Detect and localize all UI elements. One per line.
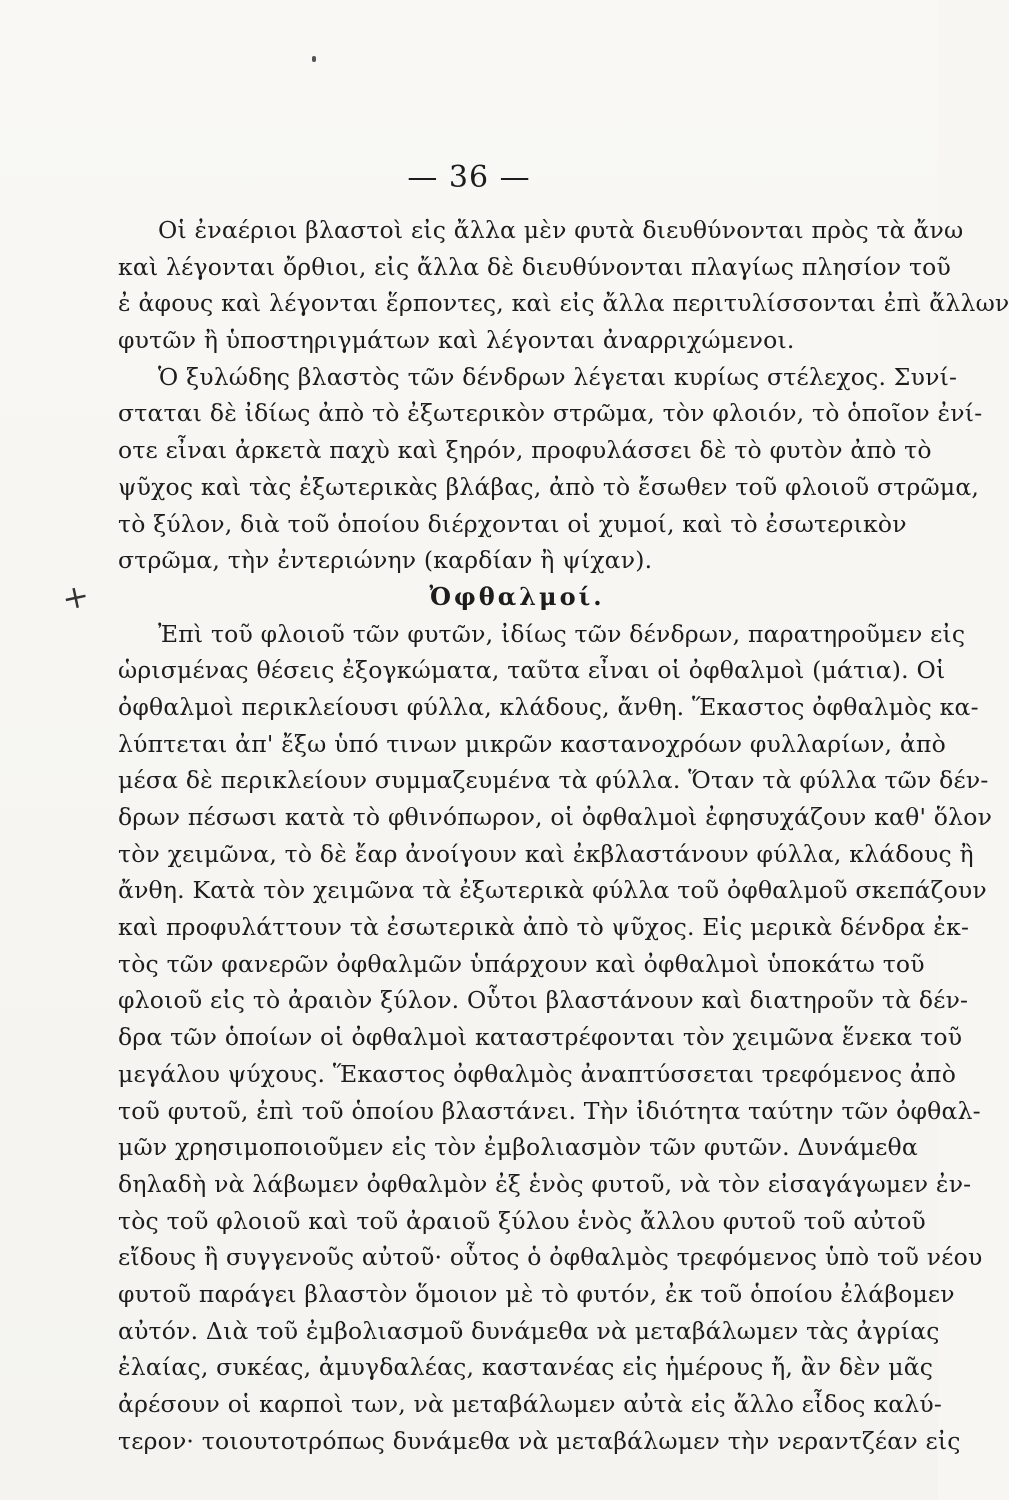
text-line: ἐ ἀφους καὶ λέγονται ἕρποντες, καὶ εἰς ἄλλα περιτυλίσσονται ἐπὶ ἄλλων: [118, 289, 1009, 318]
text-line: στρῶμα, τὴν ἐντεριώνην (καρδίαν ἢ ψίχαν).: [118, 546, 653, 575]
ink-speck: [312, 56, 316, 62]
text-line: μεγάλου ψύχους. Ἕκαστος ὀφθαλμὸς ἀναπτύσσεται τρεφόμενος ἀπὸ: [118, 1059, 957, 1088]
text-line: σταται δὲ ἰδίως ἀπὸ τὸ ἐξωτερικὸν στρῶμα, τὸν φλοιόν, τὸ ὁποῖον ἐνί-: [118, 399, 983, 428]
text-line: μῶν χρησιμοποιοῦμεν εἰς τὸν ἐμβολιασμὸν τῶν φυτῶν. Δυνάμεθα: [118, 1133, 918, 1162]
text-line: ὀφθαλμοὶ περικλείουσι φύλλα, κλάδους, ἄνθη. Ἕκαστος ὀφθαλμὸς κα-: [118, 692, 979, 721]
text-line: εἴδους ἢ συγγενοῦς αὐτοῦ· οὗτος ὁ ὀφθαλμὸς τρεφόμενος ὑπὸ τοῦ νέου: [118, 1243, 983, 1272]
text-line: τὸς τῶν φανερῶν ὀφθαλμῶν ὑπάρχουν καὶ ὀφθαλμοὶ ὑποκάτω τοῦ: [118, 949, 925, 978]
text-line: καὶ λέγονται ὄρθιοι, εἰς ἄλλα δὲ διευθύνονται πλαγίως πλησίον τοῦ: [118, 252, 952, 281]
text-line: τὸ ξύλον, διὰ τοῦ ὁποίου διέρχονται οἱ χυμοί, καὶ τὸ ἐσωτερικὸν: [118, 509, 907, 538]
text-line: τὸς τοῦ φλοιοῦ καὶ τοῦ ἀραιοῦ ξύλου ἑνὸς ἄλλου φυτοῦ τοῦ αὐτοῦ: [118, 1206, 926, 1235]
text-line: καὶ προφυλάττουν τὰ ἐσωτερικὰ ἀπὸ τὸ ψῦχος. Εἰς μερικὰ δένδρα ἐκ-: [118, 913, 970, 942]
text-line: οτε εἶναι ἀρκετὰ παχὺ καὶ ξηρόν, προφυλάσσει δὲ τὸ φυτὸν ἀπὸ τὸ: [118, 436, 932, 465]
text-line: φλοιοῦ εἰς τὸ ἀραιὸν ξύλον. Οὗτοι βλαστάνουν καὶ διατηροῦν τὰ δέν-: [118, 986, 969, 1015]
text-line: φυτοῦ παράγει βλαστὸν ὅμοιον μὲ τὸ φυτόν, ἐκ τοῦ ὁποίου ἐλάβομεν: [118, 1279, 955, 1308]
text-line: τὸν χειμῶνα, τὸ δὲ ἔαρ ἀνοίγουν καὶ ἐκβλαστάνουν φύλλα, κλάδους ἢ: [118, 839, 974, 868]
text-line: ἀρέσουν οἱ καρποὶ των, νὰ μεταβάλωμεν αὐτὰ εἰς ἄλλο εἶδος καλύ-: [118, 1390, 943, 1418]
text-line: ψῦχος καὶ τὰς ἐξωτερικὰς βλάβας, ἀπὸ τὸ ἔσωθεν τοῦ φλοιοῦ στρῶμα,: [118, 472, 980, 501]
margin-mark: +: [58, 575, 93, 619]
text-line: ἐλαίας, συκέας, ἀμυγδαλέας, καστανέας εἰς ἡμέρους ἤ, ἂν δὲν μᾶς: [118, 1353, 934, 1382]
body-text: [118, 212, 1009, 1459]
text-line: δρα τῶν ὁποίων οἱ ὀφθαλμοὶ καταστρέφονται τὸν χειμῶνα ἕνεκα τοῦ: [118, 1023, 963, 1052]
text-line: ὡρισμένας θέσεις ἐξογκώματα, ταῦτα εἶναι οἱ ὀφθαλμοὶ (μάτια). Οἱ: [118, 656, 946, 685]
text-line: δρων πέσωσι κατὰ τὸ φθινόπωρον, οἱ ὀφθαλμοὶ ἐφησυχάζουν καθ' ὅλον: [118, 803, 993, 831]
text-line: Ἐπὶ τοῦ φλοιοῦ τῶν φυτῶν, ἰδίως τῶν δένδρων, παρατηροῦμεν εἰς: [158, 619, 966, 648]
text-line: ἄνθη. Κατὰ τὸν χειμῶνα τὰ ἐξωτερικὰ φύλλα τοῦ ὀφθαλμοῦ σκεπάζουν: [118, 876, 987, 905]
text-line: τερον· τοιουτοτρόπως δυνάμεθα νὰ μεταβάλωμεν τὴν νεραντζέαν εἰς: [118, 1426, 961, 1455]
text-line: μέσα δὲ περικλείουν συμμαζευμένα τὰ φύλλα. Ὅταν τὰ φύλλα τῶν δέν-: [118, 766, 989, 795]
text-line: τοῦ φυτοῦ, ἐπὶ τοῦ ὁποίου βλαστάνει. Τὴν ἰδιότητα ταύτην τῶν ὀφθαλ-: [118, 1096, 981, 1125]
text-line: φυτῶν ἢ ὑποστηριγμάτων καὶ λέγονται ἀναρριχώμενοι.: [118, 326, 795, 355]
section-heading: Ὀφθαλμοί.: [429, 581, 605, 611]
text-line: Οἱ ἐναέριοι βλαστοὶ εἰς ἄλλα μὲν φυτὰ διευθύνονται πρὸς τὰ ἄνω: [158, 216, 964, 244]
text-line: δηλαδὴ νὰ λάβωμεν ὀφθαλμὸν ἐξ ἑνὸς φυτοῦ, νὰ τὸν εἰσαγάγωμεν ἐν-: [118, 1169, 972, 1198]
text-line: λύπτεται ἀπ' ἔξω ὑπό τινων μικρῶν καστανοχρόων φυλλαρίων, ἀπὸ: [118, 729, 946, 758]
text-line: Ὁ ξυλώδης βλαστὸς τῶν δένδρων λέγεται κυρίως στέλεχος. Συνί-: [158, 362, 958, 391]
text-line: αὐτόν. Διὰ τοῦ ἐμβολιασμοῦ δυνάμεθα νὰ μεταβάλωμεν τὰς ἀγρίας: [118, 1316, 940, 1345]
page-number: — 36 —: [407, 160, 531, 195]
